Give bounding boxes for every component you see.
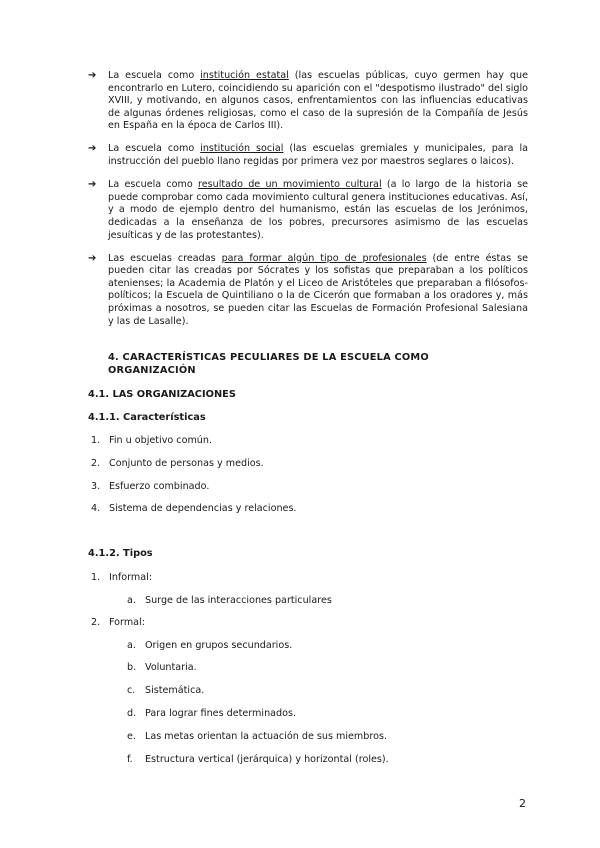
list-item: f. Estructura vertical (jerárquica) y horizontal (roles).: [127, 754, 389, 765]
list-item: a. Surge de las interacciones particulares: [127, 595, 332, 606]
list-item: ➔ La escuela como resultado de un movimiento cultural (a lo largo de la historia se puede comprobar como cada movimiento cultural genera instituciones educativas. Así, y a modo de ejemplo dentro del humanismo, están las escuelas de los Jerónimos, dedicadas a la enseñanza de los pobres, precursores asimismo de las escuelas jesuíticas y de las protestantes).: [88, 179, 528, 241]
list-item: d. Para lograr fines determinados.: [127, 708, 297, 719]
list-item: 1. Informal:: [91, 572, 153, 583]
list-item: ➔ Las escuelas creadas para formar algún tipo de profesionales (de entre éstas se pueden citar las creadas por Sócrates y los sofistas que preparaban a los políticos atenienses; la Academia de Platón y el Liceo de Aristóteles que preparaban a filósofos-políticos; la Escuela de Quintiliano o la de Cicerón que formaban a los oradores y, más próximas a nosotros, se pueden citar las Escuelas de Formación Profesional Salesiana y las de Lasalle).: [88, 252, 528, 327]
list-item: e. Las metas orientan la actuación de sus miembros.: [127, 731, 388, 742]
list-item: 3. Esfuerzo combinado.: [91, 481, 210, 492]
subsection-heading: 4.1.1. Características: [88, 412, 206, 423]
page-number: 2: [519, 797, 526, 810]
subsection-heading: 4.1. LAS ORGANIZACIONES: [88, 389, 236, 400]
underlined-term: para formar algún tipo de profesionales: [221, 252, 427, 264]
arrow-icon: ➔: [88, 179, 97, 191]
list-item: b. Voluntaria.: [127, 662, 197, 673]
arrow-icon: ➔: [88, 143, 97, 155]
list-item: 2. Formal:: [91, 617, 145, 628]
list-item: a. Origen en grupos secundarios.: [127, 640, 293, 651]
school-types-list: [88, 70, 528, 339]
arrow-icon: ➔: [88, 70, 97, 81]
list-item: 2. Conjunto de personas y medios.: [91, 458, 264, 469]
list-item: ➔ La escuela como institución estatal (las escuelas públicas, cuyo germen hay que encontrarlo en Lutero, coincidiendo su aparición con el "despotismo ilustrado" del siglo XVIII, y motivando, en algunos casos, enfrentamientos con las influencias educativas de algunas órdenes religiosas, como el caso de la supresión de la Compañía de Jesús en España en la época de Carlos III).: [88, 70, 528, 132]
subsection-heading: 4.1.2. Tipos: [88, 548, 153, 559]
section-heading: 4. CARACTERÍSTICAS PECULIARES DE LA ESCUELA COMO ORGANIZACIÓN: [108, 352, 429, 376]
list-item: 4. Sistema de dependencias y relaciones.: [91, 503, 297, 514]
list-item: c. Sistemática.: [127, 685, 205, 696]
underlined-term: resultado de un movimiento cultural: [198, 179, 382, 191]
arrow-icon: ➔: [88, 252, 97, 264]
list-item: 1. Fin u objetivo común.: [91, 435, 212, 446]
underlined-term: institución social: [200, 143, 284, 155]
underlined-term: institución estatal: [200, 70, 289, 81]
list-item: ➔ La escuela como institución social (las escuelas gremiales y municipales, para la instrucción del pueblo llano regidas por primera vez por maestros seglares o laicos).: [88, 143, 528, 168]
